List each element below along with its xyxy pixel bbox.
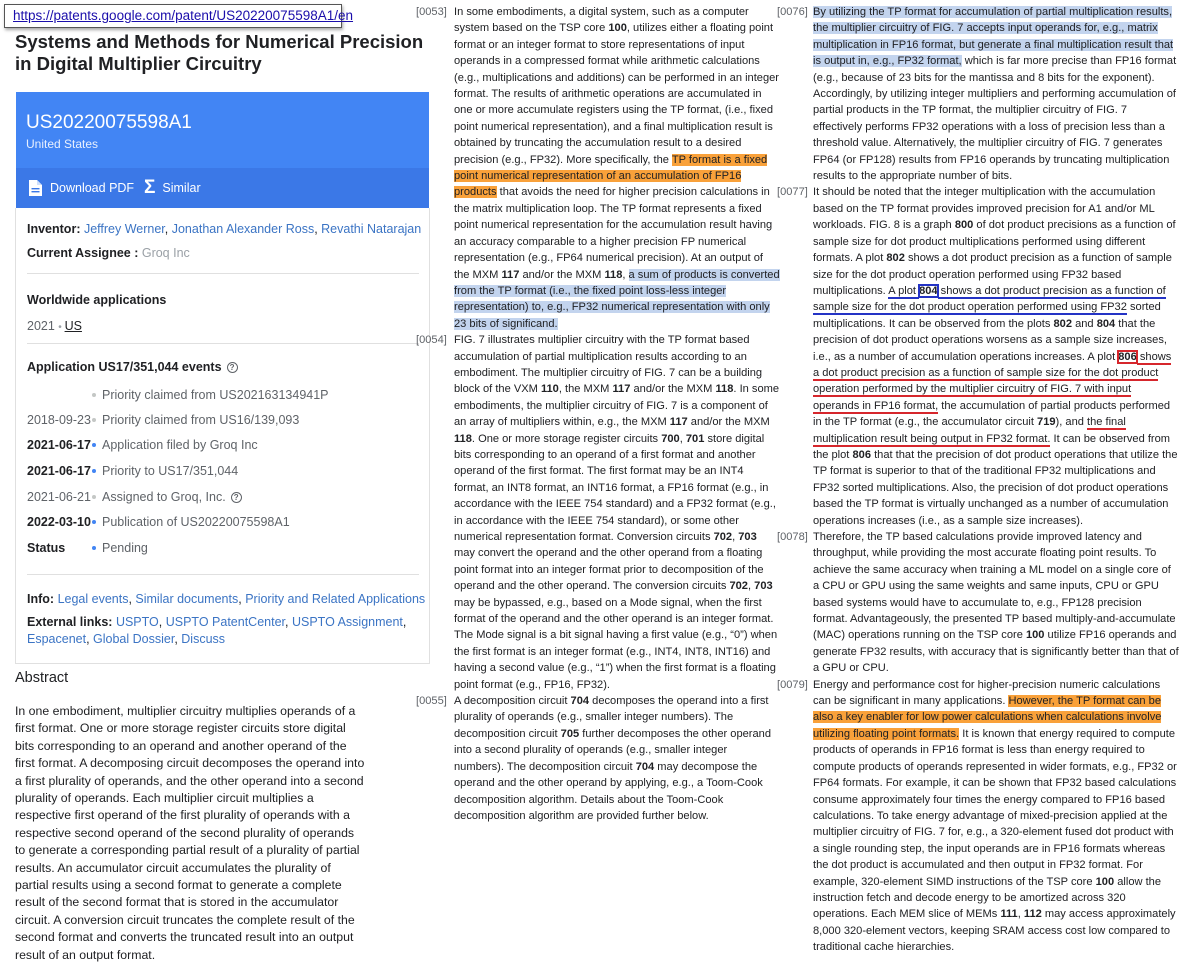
text-segment: which is far more precise than FP16 format (e.g., because of 23 bits for the mantissa and 8 bits for the exponent). Accordingly, by utilizing integer multipliers and performing accumulation of partial products in the TP format, the multiplier circuitry of FIG. 7 effectively performs FP32 operations with a loss of precision less than a threshold value. Alternatively, the multiplier circuitry of FIG. 7 generates FP64 (or FP128) results from FP16 operands by truncating multiplication results to the appropriate number of bits. — [813, 55, 1177, 183]
worldwide-applications-label: Worldwide applications — [27, 293, 167, 307]
orange-highlight: TP format is a fixed point numerical representation of an accumulation of FP16 products — [454, 153, 768, 199]
event-date: Status — [27, 541, 66, 555]
red-underline-annotation: shows a dot product precision as a function of sample size for the dot product operation performed by the multiplier circuitry of FIG. 7 with input operands in FP16 format, — [813, 350, 1172, 412]
sigma-icon: Σ — [144, 177, 156, 198]
external-link[interactable]: USPTO Assignment — [291, 615, 403, 629]
event-text: Application filed by Groq Inc — [102, 438, 258, 452]
separator: , — [402, 615, 407, 629]
reference-numeral: 701 — [685, 432, 705, 445]
text-segment: and/or the MXM — [687, 416, 770, 429]
description-paragraph — [777, 677, 1179, 956]
url-bar[interactable] — [4, 4, 354, 28]
event-row — [27, 412, 419, 428]
event-row — [27, 489, 419, 505]
info-link[interactable]: Similar documents — [135, 592, 239, 606]
divider — [27, 574, 419, 575]
event-dot — [92, 393, 96, 397]
assignee-row: Current Assignee : Groq Inc — [27, 246, 190, 260]
text-segment: may convert the operand and the other operand from a floating point format into an integer format prior to decomposition of the operand and the other operand. The conversion circuits — [454, 547, 764, 593]
external-link[interactable]: Discuss — [181, 632, 226, 646]
blue-underline-annotation: A plot — [888, 284, 920, 297]
text-segment: It can be observed from the plot — [813, 432, 1171, 461]
inventor-link[interactable]: Revathi Natarajan — [321, 222, 422, 236]
text-segment: and/or the MXM — [519, 268, 605, 281]
text-segment: , utilizes either a floating point format or an integer format to store representations of input operands in a compressed format while arithmetic calculations (e.g., multiplications and additions) can be performed in an integer format. The results of arithmetic operations are accumulated in one or more accumulate registers using the TP format, (i.e., fixed point numerical representation), and a final multiplication result is obtained by truncating the accumulation result to a desired precision (e.g., FP32). More specifically, the — [454, 22, 779, 166]
paragraph-number: [0076] — [777, 6, 808, 18]
paragraph-number: [0054] — [416, 334, 447, 347]
reference-numeral: 704 — [570, 695, 590, 708]
text-segment: , — [679, 432, 686, 445]
text-segment: ), and — [1055, 416, 1087, 429]
external-links-label: External links: — [27, 615, 113, 629]
text-segment: Energy and performance cost for higher-precision numeric calculations can be significant in many applications. — [813, 678, 1161, 708]
inventor-link[interactable]: Jeffrey Werner — [83, 222, 165, 236]
divider — [27, 343, 419, 344]
blue-boxed-numeral: 804 — [919, 284, 938, 297]
text-segment: , — [732, 531, 739, 543]
event-row — [27, 463, 419, 479]
inventor-row: Inventor: Jeffrey Werner, Jonathan Alexander Ross, Revathi Natarajan — [27, 222, 422, 236]
paragraph-number: [0079] — [777, 678, 808, 691]
description-paragraph — [777, 4, 1179, 184]
event-dot — [92, 469, 96, 473]
reference-numeral: 117 — [612, 383, 631, 396]
text-segment: In some embodiments, a digital system, such as a computer system based on the TSP core — [454, 6, 749, 35]
reference-numeral: 110 — [540, 383, 559, 396]
event-row — [27, 540, 419, 556]
reference-numeral: 112 — [1023, 908, 1042, 921]
reference-numeral: 118 — [715, 383, 734, 396]
similar-label: Similar — [162, 181, 201, 195]
separator: , — [158, 615, 166, 629]
text-segment: further decomposes the other operand into a second plurality of operands (e.g., smaller integer numbers). The decomposition circuit — [454, 727, 771, 773]
event-dot — [92, 495, 96, 499]
text-segment: It is known that energy required to compute products of operands in FP16 format is less than energy required to compute products of operands represented in wider formats, e.g., FP32 or FP64 formats. For example, it can be shown that FP32 based calculations consume approximately four times the energy compared to FP16 based calculations. To take energy advantage of mixed-precision applied at the multiplier circuitry of FIG. 7 for, e.g., a 320-element fused dot product with a single rounding step, the input operands are in FP16 formats whereas the dot product is accumulated and then output in FP32 format. For example, 320-element SIMD instructions of the TSP core — [813, 727, 1177, 888]
external-links-row — [27, 614, 419, 648]
text-segment: may access approximately 8,000 320-element vectors, keeping SRAM access cost low compared to traditional cache hierarchies. — [813, 908, 1176, 954]
red-underline-annotation: the final multiplication result being output in FP32 format. — [813, 416, 1126, 445]
reference-numeral: 117 — [669, 416, 688, 429]
text-segment: the accumulation of partial products performed in the TP format (e.g., the accumulator circuit — [813, 399, 1171, 429]
reference-numeral: 118 — [454, 432, 472, 445]
event-date: 2022-03-10 — [27, 515, 91, 529]
separator: , — [238, 592, 246, 606]
text-segment: A decomposition circuit — [454, 695, 571, 708]
red-boxed-numeral: 806 — [1118, 350, 1137, 363]
event-dot — [92, 443, 96, 447]
text-segment: that the precision of dot product operations worsens as a sample size increases, i.e., as a number of accumulation operations increases. A plot — [813, 317, 1167, 363]
abstract-heading: Abstract — [15, 670, 69, 686]
abstract-text: In one embodiment, multiplier circuitry multiplies operands of a first format. One or more storage register circuits store digital bits corresponding to an operand and another operand of the first format. A decomposing circuit decomposes the operand into a first plurality of operands, and the other operand into a second plurality of operands. Each multiplier circuit multiplies a respective first operand of the first plurality of operands with a respective second operand of the second plurality of operands to generate a corresponding partial result of a plurality of partial results. An accumulator circuit accumulates the plurality of partial results using a second format to generate a complete result of the second format that is stored in the accumulator circuit. A conversion circuit truncates the complete result of the second format and converts the truncated result into an output result of an output format. — [15, 704, 365, 962]
patent-title: Systems and Methods for Numerical Precision in Digital Multiplier Circuitry — [15, 31, 424, 74]
text-segment: that avoids the need for higher precision calculations in the matrix multiplication loop. The TP format represents a fixed point numerical representation for the accumulation result having an accuracy comparable to a higher precision FP numerical representation (e.g., FP64 numerical precision). At an output of the MXM — [454, 186, 773, 281]
reference-numeral: 704 — [635, 760, 655, 773]
event-row — [27, 437, 419, 453]
event-row — [27, 387, 419, 403]
divider — [27, 273, 419, 274]
download-pdf-label: Download PDF — [50, 181, 135, 195]
reference-numeral: 703 — [738, 531, 757, 543]
reference-numeral: 705 — [560, 727, 580, 740]
assignee-value: Groq Inc — [141, 246, 190, 260]
event-text: Priority claimed from US16/139,093 — [102, 413, 300, 427]
text-segment: Therefore, the TP based calculations provide improved latency and throughput, while providing the most accurate floating point results. To achieve the same accuracy when training a ML model on a single core of a CPU or GPU using the same weights and same inputs, CPU or GPU based systems would have to accumulate to, e.g., FP128 precision format. Advantageously, the presented TP based multiply-and-accumulate (MAC) operations running on the TSP core — [813, 531, 1176, 642]
info-row — [27, 591, 425, 607]
description-paragraph — [777, 529, 1179, 677]
text-segment: store digital bits corresponding to an operand of a first format and another operand of the first format. The first format may be an INT4 format, an INT8 format, an INT16 format, a FP16 format (e.g., in accordance with the IEEE 754 standard) and a FP32 format (e.g., in accordance with the IEEE 754 standard), or some other numerical representation format. Conversion circuits — [454, 432, 776, 543]
download-pdf-button[interactable] — [28, 168, 134, 208]
description-column-right — [777, 4, 1179, 956]
paragraph-number: [0077] — [777, 186, 808, 199]
event-row — [27, 514, 419, 530]
event-dot — [92, 418, 96, 422]
reference-numeral: 118 — [604, 268, 623, 281]
blue-highlight: a sum of products is converted from the TP format (i.e., the fixed point loss-less integer representation) to, e.g., FP32 numerical representation with only 23 bits of significand. — [454, 268, 780, 330]
text-segment: FIG. 7 illustrates multiplier circuitry with the TP format based accumulation of partial multiplication results according to an embodiment. The multiplier circuitry of FIG. 7 can be a building block of the VXM — [454, 334, 763, 396]
events-title: Application US17/351,044 events — [27, 360, 222, 374]
text-segment: , the MXM — [558, 383, 613, 396]
reference-numeral: 100 — [608, 22, 627, 35]
inventor-link[interactable]: Jonathan Alexander Ross — [171, 222, 315, 236]
event-dot — [92, 546, 96, 550]
reference-numeral: 719 — [1037, 416, 1056, 429]
paragraph-number: [0055] — [416, 695, 447, 708]
text-segment: , — [747, 580, 755, 593]
separator: , — [285, 615, 292, 629]
text-segment: It should be noted that the integer multiplication with the accumulation based on the TP format provides improved precision for A1 and/or ML workloads. FIG. 8 is a graph — [813, 186, 1156, 232]
worldwide-applications-row: 2021 • US — [27, 319, 82, 333]
text-segment: allow the instruction fetch and decode energy to be amortized across 320 operations. Each MEM slice of MEMs — [813, 875, 1162, 921]
publication-country: United States — [26, 137, 99, 151]
help-icon[interactable]: ? — [231, 492, 242, 503]
events-title-row — [27, 359, 238, 375]
text-segment: sorted multiplications. It can be observed from the plots — [813, 301, 1161, 330]
external-link[interactable]: USPTO PatentCenter — [165, 615, 286, 629]
event-date: 2021-06-21 — [27, 490, 91, 504]
description-paragraph — [416, 332, 780, 693]
reference-numeral: 100 — [1025, 629, 1045, 642]
reference-numeral: 702 — [713, 531, 733, 543]
info-links — [58, 592, 426, 606]
event-dot — [92, 520, 96, 524]
text-segment: of dot product precisions as a function of sample size for dot product multiplications performed using different formats. A plot — [813, 219, 1176, 265]
event-text: Priority to US17/351,044 — [102, 464, 239, 478]
external-link[interactable]: USPTO — [115, 615, 159, 629]
paragraph-number: [0053] — [416, 6, 447, 18]
assignee-label: Current Assignee — [27, 246, 131, 260]
reference-numeral: 703 — [754, 580, 773, 593]
text-segment: . In some embodiments, the multiplier circuitry of FIG. 7 is a component of an array of multipliers within, e.g., the MXM — [454, 383, 780, 429]
pdf-document-icon — [28, 179, 43, 197]
reference-numeral: 100 — [1095, 875, 1115, 888]
text-segment: utilize FP16 operands and generate FP32 results, with accuracy that is significantly better than that of a GPU or CPU. — [813, 629, 1179, 675]
reference-numeral: 111 — [1000, 908, 1018, 921]
text-segment: decomposes the operand into a first plurality of operands (e.g., smaller integer numbers). The decomposition circuit — [454, 695, 769, 740]
help-icon[interactable]: ? — [227, 362, 238, 373]
patent-url-link[interactable]: https://patents.google.com/patent/US20220075598A1/en — [13, 8, 354, 23]
description-paragraph — [777, 184, 1179, 529]
description-paragraph — [416, 4, 780, 332]
paragraph-number: [0078] — [777, 531, 808, 543]
inventor-label: Inventor — [27, 222, 77, 236]
info-link[interactable]: Legal events — [57, 592, 129, 606]
text-segment: , — [622, 268, 629, 281]
reference-numeral: 117 — [501, 268, 520, 281]
reference-numeral: 806 — [852, 448, 871, 461]
external-link[interactable]: Espacenet — [27, 632, 87, 646]
text-segment: may be bypassed, e.g., based on a Mode signal, when the first format of the operand and the other operand is an integer format. The Mode signal is a bit signal having a first value (e.g., “0”) when the first format is an integer format (e.g., INT4, INT8, INT16) and having a second value (e.g., “1”) when the first format is a floating point format (e.g., FP16, FP32). — [454, 596, 778, 691]
text-segment: may decompose the operand and the other operand by applying, e.g., a Toom-Cook decomposition algorithm. Details about the Toom-Cook decomposition algorithm are provided further below. — [454, 760, 763, 822]
description-column-middle — [416, 4, 780, 824]
separator: , — [164, 222, 172, 236]
external-link[interactable]: Global Dossier — [93, 632, 175, 646]
ww-country-link[interactable]: US — [64, 319, 82, 333]
text-segment: . One or more storage register circuits — [471, 432, 662, 445]
separator: , — [174, 632, 182, 646]
ww-year: 2021 — [27, 319, 55, 333]
separator: , — [128, 592, 136, 606]
event-text: Pending — [102, 541, 148, 555]
inventor-list — [84, 222, 421, 236]
event-date: 2021-06-17 — [27, 438, 91, 452]
publication-card — [16, 92, 429, 208]
reference-numeral: 702 — [729, 580, 748, 593]
text-segment: that that the precision of dot product operations that utilize the TP format is superior to that of the traditional FP32 multiplications and FP32 sorted multiplications. Also, the precision of dot product operations based the TP format is virtually unchanged as a number of accumulation operations increases (i.e., as a sample size increases). — [813, 448, 1178, 527]
action-bar — [16, 168, 429, 208]
patent-summary-panel — [0, 0, 440, 962]
orange-highlight: However, the TP format can be also a key enabler for low power calculations when calculations involve utilizing floating point formats. — [813, 695, 1162, 740]
description-paragraph — [416, 693, 780, 824]
text-segment: and/or the MXM — [630, 383, 716, 396]
event-text: Priority claimed from US202163134941P — [102, 388, 329, 402]
blue-highlight: By utilizing the TP format for accumulation of partial multiplication results, the multiplier circuitry of FIG. 7 accepts input operands for, e.g., matrix multiplication in FP16 format, but generate a final multiplication result that is output in, e.g., FP32 format, — [813, 6, 1174, 68]
reference-numeral: 800 — [954, 219, 974, 232]
blue-underline-annotation: shows a dot product precision as a function of sample size for the dot product operation performed using FP32 — [813, 284, 1166, 314]
event-text: Publication of US20220075598A1 — [102, 515, 290, 529]
text-segment: , — [1017, 908, 1024, 921]
similar-button[interactable] — [144, 168, 201, 208]
separator: , — [314, 222, 322, 236]
reference-numeral: 802 — [886, 252, 905, 265]
event-date: 2021-06-17 — [27, 464, 91, 478]
event-date: 2018-09-23 — [27, 413, 91, 427]
info-link[interactable]: Priority and Related Applications — [245, 592, 426, 606]
reference-numeral: 802 — [1053, 317, 1072, 330]
text-segment: and — [1072, 317, 1097, 330]
event-text: Assigned to Groq, Inc. ? — [102, 489, 242, 505]
separator: , — [86, 632, 94, 646]
reference-numeral: 700 — [661, 432, 680, 445]
reference-numeral: 804 — [1096, 317, 1116, 330]
publication-number: US20220075598A1 — [26, 112, 192, 133]
text-segment: shows a dot product precision as a function of sample size for the dot product operation performed using FP32 based multiplications. — [813, 252, 1172, 297]
info-label: Info: — [27, 592, 55, 606]
